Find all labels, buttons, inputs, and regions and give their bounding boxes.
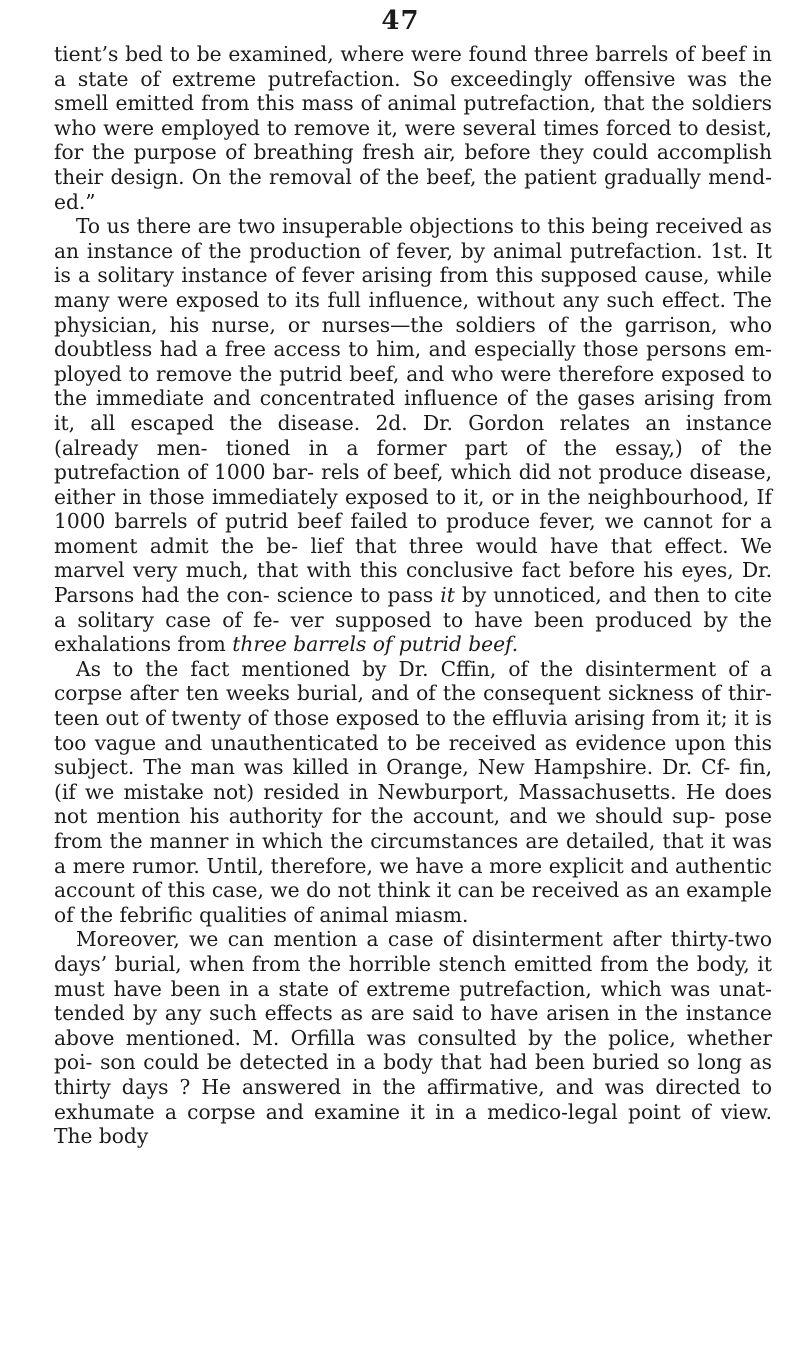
text-run: As to the fact mentioned by Dr. Cffin, of the disinterment of a corpse after ten weeks burial, and of the consequent sickness of thir- teen out of twenty of those exposed to the effluvia arising from it; it is too vague and unauthenticated to be received as evidence upon this subject. The man was killed in Orange, New Hampshire. Dr. Cf- fin, (if we mistake not) resided in Newburport, Massachusetts. He does not mention his authority for the account, and we should sup- pose from the manner in which the circumstances are detailed, that it was a mere rumor. Until, therefore, we have a more explicit and authentic account of this case, we do not think it can be received as an example of the febrific qualities of animal miasm. (54, 656, 772, 927)
paragraph (54, 214, 772, 657)
italic-text: it (440, 583, 455, 608)
page-number: 47 (381, 6, 420, 36)
paragraph (54, 657, 772, 928)
body-text (54, 42, 772, 1149)
text-run: To us there are two insuperable objections to this being received as an instance of the production of fever, by animal putrefaction. 1st. It is a solitary instance of fever arising from this supposed cause, while many were exposed to its full influence, without any such effect. The physician, his nurse, or nurses—the soldiers of the garrison, who doubtless had a free access to him, and especially those persons em- ployed to remove the putrid beef, and who were therefore exposed to the immediate and concentrated influence of the gases arising from it, all escaped the disease. 2d. Dr. Gordon relates an instance (already men- tioned in a former part of the essay,) of the putrefaction of 1000 bar- rels of beef, which did not produce disease, either in those immediately exposed to it, or in the neighbourhood, If 1000 barrels of putrid beef failed to produce fever, we cannot for a moment admit the be- lief that three would have that effect. We marvel very much, that with this conclusive fact before his eyes, Dr. Parsons had the con- science to pass (54, 214, 772, 608)
paragraph (54, 42, 772, 214)
text-run: tient’s bed to be examined, where were found three barrels of beef in a state of extreme putrefaction. So exceedingly offensive was the smell emitted from this mass of animal putrefaction, that the soldiers who were employed to remove it, were several times forced to desist, for the purpose of breathing fresh air, before they could accomplish their design. On the removal of the beef, the patient gradually mend- ed.” (54, 42, 772, 214)
text-run: Moreover, we can mention a case of disinterment after thirty-two days’ burial, when from the horrible stench emitted from the body, it must have been in a state of extreme putrefaction, which was unat- tended by any such effects as are said to have arisen in the instance above mentioned. M. Orfilla was consulted by the police, whether poi- son could be detected in a body that had been buried so long as thirty days ? He answered in the affirmative, and was directed to exhumate a corpse and examine it in a medico-legal point of view. The body (54, 927, 772, 1149)
italic-text: three barrels of putrid beef. (232, 632, 519, 657)
paragraph (54, 927, 772, 1148)
text-run: by unnoticed, and then to cite a solitary case of fe- ver supposed to have been produced by the exhalations from (54, 583, 772, 657)
